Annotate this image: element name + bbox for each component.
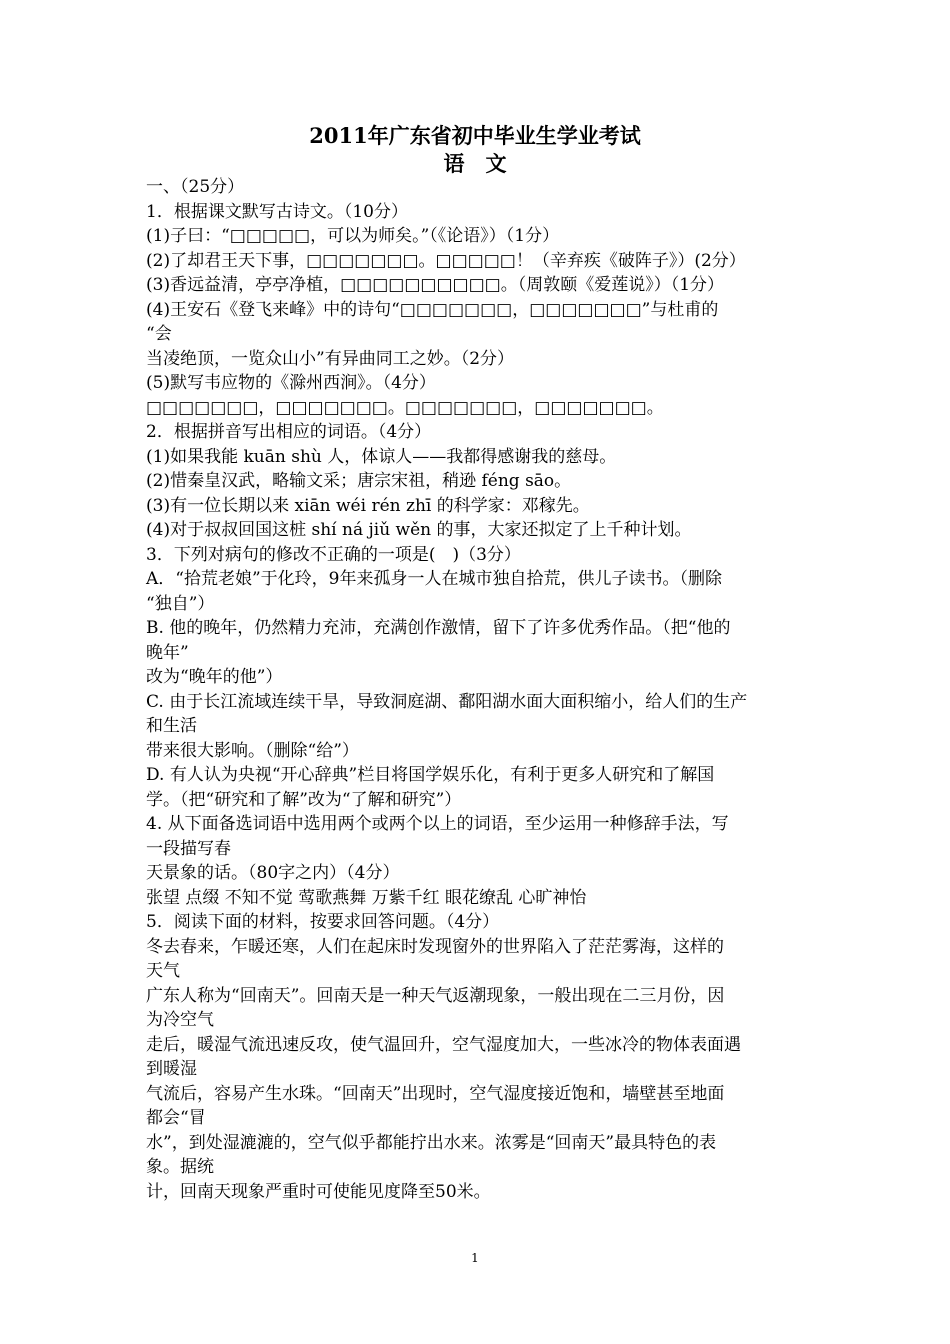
text-line: 广东人称为“回南天”。回南天是一种天气返潮现象，一般出现在二三月份，因	[146, 985, 725, 1006]
text-line: (2)惜秦皇汉武，略输文采；唐宗宋祖，稍逊 féng sāo。	[146, 471, 572, 491]
text-line: 改为“晚年的他”）	[146, 667, 283, 687]
text-line: “独自”）	[146, 593, 215, 614]
text-line: D. 有人认为央视“开心辞典”栏目将国学娱乐化，有利于更多人研究和了解国	[146, 765, 715, 785]
text-line: 一、（25分）	[146, 177, 245, 197]
text-line: 走后，暖湿气流迅速反攻，使气温回升，空气湿度加大，一些冰冷的物体表面遇	[146, 1034, 741, 1055]
text-line: 4. 从下面备选词语中选用两个或两个以上的词语，至少运用一种修辞手法，写	[146, 814, 729, 834]
exam-title: 2011年广东省初中毕业生学业考试	[309, 123, 641, 148]
text-line: (4)对于叔叔回国这桩 shí ná jiǔ wěn 的事，大家还拟定了上千种计划。	[146, 520, 692, 540]
text-line: 天气	[146, 961, 180, 981]
text-line: (1)子曰：“□□□□□，可以为师矣。”（《论语》）（1分）	[146, 226, 560, 246]
text-line: (3)香远益清，亭亭净植，□□□□□□□□□□。（周敦颐《爱莲说》）（1分）	[146, 275, 725, 295]
text-line: (3)有一位长期以来 xiān wéi rén zhī 的科学家：邓稼先。	[146, 495, 590, 516]
text-line: 冬去春来，乍暖还寒，人们在起床时发现窗外的世界陷入了茫茫雾海，这样的	[146, 936, 724, 957]
text-line: (2)了却君王天下事，□□□□□□□。□□□□□！（辛弃疾《破阵子》）(2分）	[146, 250, 746, 271]
text-line: 一段描写春	[146, 838, 231, 859]
text-line: 张望 点缀 不知不觉 莺歌燕舞 万紫千红 眼花缭乱 心旷神怡	[146, 887, 587, 908]
text-line: 天景象的话。（80字之内）（4分）	[146, 863, 400, 883]
text-line: 和生活	[146, 716, 197, 736]
text-line: A．“拾荒老娘”于化玲，9年来孤身一人在城市独自拾荒，供儿子读书。（删除	[146, 569, 722, 589]
text-line: 带来很大影响。（删除“给”）	[146, 740, 359, 761]
text-line: 学。（把“研究和了解”改为“了解和研究”）	[146, 789, 462, 810]
text-line: 都会“冒	[146, 1108, 206, 1128]
text-line: 计，回南天现象严重时可使能见度降至50米。	[146, 1181, 491, 1202]
text-line: 气流后，容易产生水珠。“回南天”出现时，空气湿度接近饱和，墙壁甚至地面	[146, 1083, 725, 1104]
text-line: 3．下列对病句的修改不正确的一项是( )（3分）	[146, 544, 521, 565]
text-line: 象。据统	[146, 1157, 214, 1177]
text-line: C. 由于长江流域连续干旱，导致洞庭湖、鄱阳湖水面大面积缩小，给人们的生产	[146, 691, 748, 712]
text-line: 当凌绝顶，一览众山小”有异曲同工之妙。（2分）	[146, 348, 515, 369]
text-line: 为冷空气	[146, 1010, 214, 1030]
text-line: 晚年”	[146, 642, 189, 663]
text-line: B. 他的晚年，仍然精力充沛，充满创作激情，留下了许多优秀作品。（把“他的	[146, 618, 731, 638]
text-line: (4)王安石《登飞来峰》中的诗句“□□□□□□□，□□□□□□□”与杜甫的	[146, 299, 719, 320]
text-line: “会	[146, 324, 172, 344]
subject-title: 语 文	[443, 151, 507, 176]
text-line: (5)默写韦应物的《滁州西涧》。（4分）	[146, 373, 436, 393]
text-line: □□□□□□□，□□□□□□□。□□□□□□□，□□□□□□□。	[146, 397, 664, 418]
text-line: (1)如果我能 kuān shù 人，体谅人——我都得感谢我的慈母。	[146, 446, 617, 467]
page-number: 1	[471, 1251, 479, 1265]
text-line: 2．根据拼音写出相应的词语。（4分）	[146, 422, 432, 442]
text-line: 5．阅读下面的材料，按要求回答问题。（4分）	[146, 912, 500, 932]
text-line: 到暖湿	[146, 1059, 197, 1079]
text-line: 1．根据课文默写古诗文。（10分）	[146, 201, 408, 222]
text-line: 水”，到处湿漉漉的，空气似乎都能拧出水来。浓雾是“回南天”最具特色的表	[146, 1132, 717, 1153]
